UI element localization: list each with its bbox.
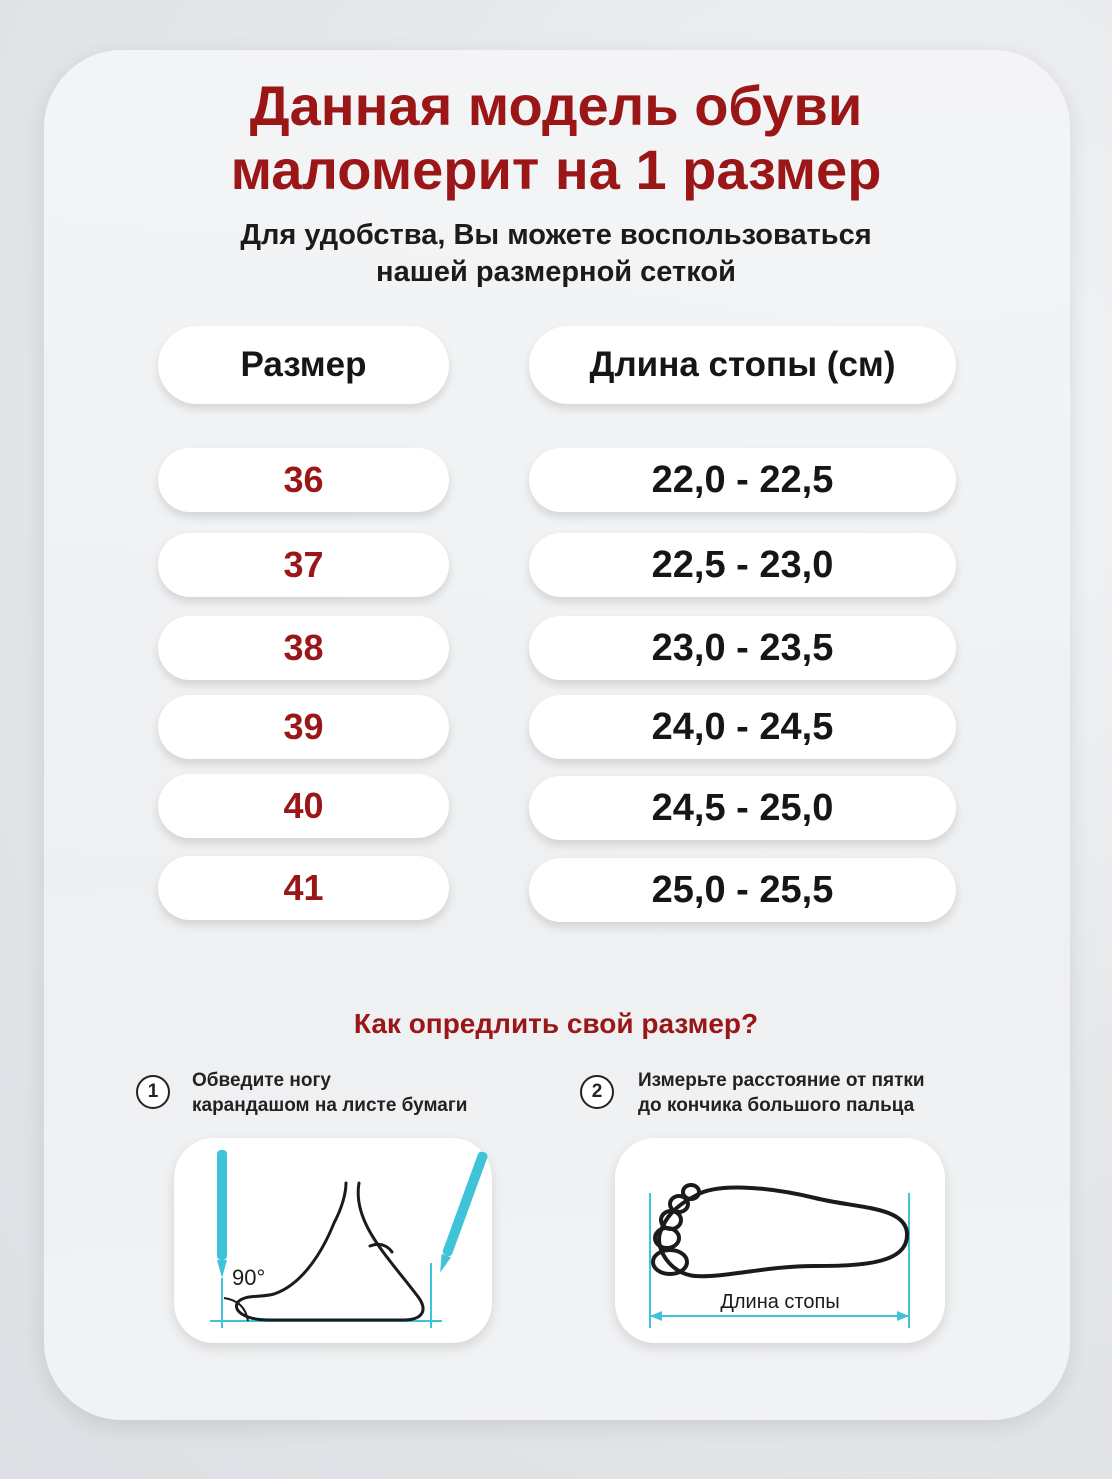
pencil-left-icon	[217, 1150, 227, 1328]
size-cell: 39	[158, 695, 449, 759]
subtitle-line1: Для удобства, Вы можете воспользоваться	[240, 219, 872, 251]
header-foot-length: Длина стопы (см)	[529, 326, 956, 404]
step-2-text	[638, 1068, 925, 1118]
size-cell: 38	[158, 616, 449, 680]
size-cell: 37	[158, 533, 449, 597]
step-number-2: 2	[580, 1075, 614, 1109]
page-title-line2: маломерит на 1 размер	[230, 138, 882, 201]
page-title-line1: Данная модель обуви	[249, 74, 863, 137]
size-cell: 41	[158, 856, 449, 920]
length-cell: 22,5 - 23,0	[529, 533, 956, 597]
step-number-1: 1	[136, 1075, 170, 1109]
header-size: Размер	[158, 326, 449, 404]
length-cell: 24,0 - 24,5	[529, 695, 956, 759]
how-to-title: Как опредлить свой размер?	[353, 1008, 759, 1039]
subtitle-line2: нашей размерной сеткой	[376, 256, 736, 288]
step-2-line2: до кончика большого пальца	[638, 1095, 915, 1116]
length-cell: 23,0 - 23,5	[529, 616, 956, 680]
angle-label: 90°	[232, 1265, 266, 1290]
length-cell: 22,0 - 22,5	[529, 448, 956, 512]
size-cell: 40	[158, 774, 449, 838]
foot-length-label: Длина стопы	[720, 1291, 840, 1313]
step-1-line2: карандашом на листе бумаги	[192, 1095, 468, 1116]
size-cell: 36	[158, 448, 449, 512]
foot-outline-illustration	[174, 1138, 492, 1343]
step-1-line1: Обведите ногу	[192, 1070, 331, 1091]
length-cell: 24,5 - 25,0	[529, 776, 956, 840]
toes-icon	[653, 1185, 699, 1274]
step-1-text	[192, 1068, 467, 1118]
foot-length-illustration	[615, 1138, 945, 1343]
pencil-right-icon	[435, 1151, 488, 1275]
length-cell: 25,0 - 25,5	[529, 858, 956, 922]
step-2-line1: Измерьте расстояние от пятки	[638, 1070, 925, 1091]
